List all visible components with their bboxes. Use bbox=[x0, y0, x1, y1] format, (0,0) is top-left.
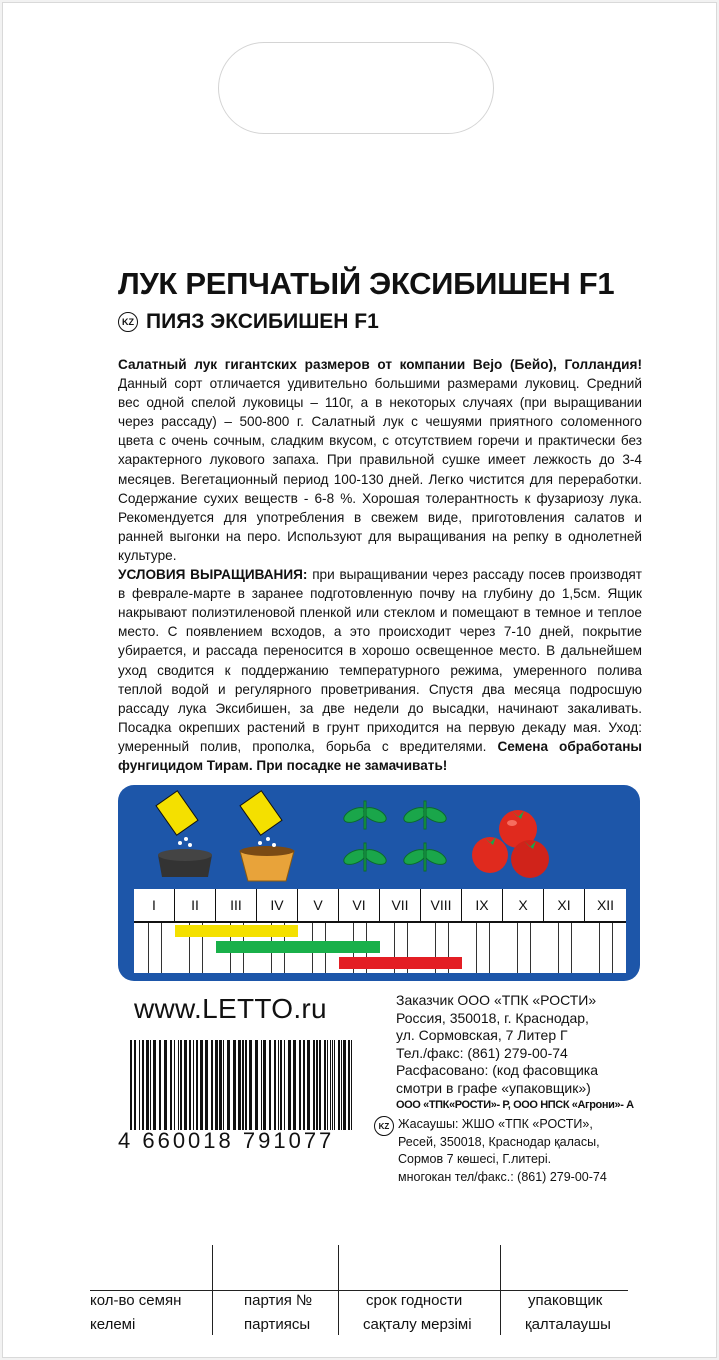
growing-period-bar bbox=[175, 925, 298, 937]
field-expiry-label-kz: сақталу мерзімі bbox=[363, 1316, 472, 1333]
month-cell: IX bbox=[462, 889, 503, 921]
sowing-calendar bbox=[118, 785, 640, 981]
customer-line: Россия, 350018, г. Краснодар, bbox=[396, 1009, 589, 1026]
barcode-bar bbox=[351, 1040, 352, 1130]
field-packer-label: упаковщик bbox=[528, 1292, 603, 1309]
customer-line: Заказчик ООО «ТПК «РОСТИ» bbox=[396, 992, 597, 1008]
kz-line: Жасаушы: ЖШО «ТПК «РОСТИ», bbox=[398, 1117, 593, 1131]
customer-line: Расфасовано: (код фасовщика bbox=[396, 1062, 598, 1078]
barcode-bar bbox=[334, 1040, 335, 1130]
month-cell: VII bbox=[380, 889, 421, 921]
month-cell: X bbox=[503, 889, 544, 921]
months-header-divider bbox=[134, 921, 626, 923]
decade-divider bbox=[599, 923, 600, 973]
seedlings-icon bbox=[342, 801, 449, 871]
months-table bbox=[134, 889, 626, 973]
barcode-bar bbox=[159, 1040, 161, 1130]
description-intro: Салатный лук гигантских размеров от компании Bejo (Бейо), Голландия! bbox=[118, 357, 642, 372]
field-packer-label-kz: қалталаушы bbox=[525, 1316, 611, 1333]
tomato-harvest-icon bbox=[472, 810, 549, 878]
seed-packet-soil-icon bbox=[156, 791, 212, 877]
barcode-bar bbox=[249, 1040, 252, 1130]
barcode-bar bbox=[330, 1040, 331, 1130]
kz-title-row bbox=[118, 310, 379, 334]
kz-line: Сормов 7 көшесі, Г.литері. bbox=[398, 1152, 552, 1166]
month-cell: VIII bbox=[421, 889, 462, 921]
kz-line: многокан тел/факс.: (861) 279-00-74 bbox=[398, 1169, 607, 1184]
barcode bbox=[130, 1040, 354, 1130]
barcode-bar bbox=[255, 1040, 258, 1130]
barcode-bar bbox=[280, 1040, 282, 1130]
barcode-bar bbox=[274, 1040, 276, 1130]
product-subtitle-kz: ПИЯЗ ЭКСИБИШЕН F1 bbox=[146, 310, 379, 333]
barcode-bar bbox=[261, 1040, 262, 1130]
barcode-bar bbox=[288, 1040, 291, 1130]
packers-line: ООО «ТПК«РОСТИ»- Р, ООО НПСК «Агрони»- А bbox=[396, 1099, 634, 1111]
decade-divider bbox=[148, 923, 149, 973]
decade-divider bbox=[489, 923, 490, 973]
barcode-bar bbox=[153, 1040, 156, 1130]
barcode-bar bbox=[205, 1040, 208, 1130]
customer-line: смотри в графе «упаковщик») bbox=[396, 1079, 591, 1096]
growing-period-bar bbox=[216, 941, 380, 953]
barcode-bar bbox=[299, 1040, 301, 1130]
product-title: ЛУК РЕПЧАТЫЙ ЭКСИБИШЕН F1 bbox=[118, 266, 615, 301]
customer-line: Тел./факс: (861) 279-00-74 bbox=[396, 1044, 568, 1061]
barcode-bar bbox=[219, 1040, 222, 1130]
calendar-icons bbox=[118, 785, 640, 889]
field-seed-count-label-kz: келемі bbox=[90, 1316, 136, 1333]
seed-packet-pot-icon bbox=[240, 791, 294, 881]
field-batch-label: партия № bbox=[244, 1292, 313, 1309]
barcode-bar bbox=[200, 1040, 203, 1130]
barcode-bar bbox=[134, 1040, 136, 1130]
field-seed-count-label: кол-во семян bbox=[90, 1292, 182, 1309]
kz-badge-icon: KZ bbox=[374, 1116, 394, 1136]
decade-divider bbox=[161, 923, 162, 973]
barcode-bar bbox=[245, 1040, 247, 1130]
barcode-bar bbox=[223, 1040, 224, 1130]
barcode-number: 4 660018 791077 bbox=[118, 1128, 335, 1153]
barcode-bar bbox=[227, 1040, 230, 1130]
barcode-bar bbox=[180, 1040, 182, 1130]
description-block bbox=[118, 355, 642, 775]
barcode-bar bbox=[293, 1040, 296, 1130]
month-cell: XII bbox=[596, 897, 615, 913]
barcode-bar bbox=[215, 1040, 218, 1130]
barcode-bar bbox=[269, 1040, 271, 1130]
decade-divider bbox=[530, 923, 531, 973]
barcode-bar bbox=[348, 1040, 350, 1130]
barcode-bar bbox=[324, 1040, 326, 1130]
website-url[interactable]: www.LETTO.ru bbox=[134, 993, 327, 1024]
barcode-bar bbox=[193, 1040, 194, 1130]
barcode-bar bbox=[178, 1040, 179, 1130]
barcode-bar bbox=[189, 1040, 191, 1130]
description-text: Данный сорт отличается удивительно большими размерами луковиц. Средний вес одной спелой луковицы – 110г, а в некоторых случаях (при выращивании через рассаду) – 500-800 г. Салатный лук с чешуями приятного соломенного цвета с очень сочным, сладким вкусом, с отсутствием горечи и практически без характерного лукового запаха. При правильной сушке имеет лежкость до 3-4 месяцев. Вегетационный период 100-130 дней. Легко чистится для переработки. Содержание сухих веществ - 6-8 %. Хорошая толерантность к фузариозу лука. Рекомендуется для употребления в свежем виде, приготовления салатов и ранней выгонки на перо. Используют для выращивания на репку в однолетней культуре. bbox=[118, 376, 642, 563]
barcode-bar bbox=[284, 1040, 285, 1130]
field-batch-label-kz: партиясы bbox=[244, 1316, 311, 1333]
barcode-bar bbox=[319, 1040, 321, 1130]
barcode-bar bbox=[343, 1040, 346, 1130]
barcode-bar bbox=[170, 1040, 172, 1130]
customer-line: ул. Сормовская, 7 Литер Г bbox=[396, 1027, 568, 1043]
barcode-bar bbox=[316, 1040, 318, 1130]
kz-line: Ресей, 350018, Краснодар қаласы, bbox=[398, 1134, 600, 1149]
decade-divider bbox=[476, 923, 477, 973]
barcode-bar bbox=[196, 1040, 198, 1130]
barcode-bar bbox=[184, 1040, 187, 1130]
barcode-bar bbox=[146, 1040, 149, 1130]
barcode-bar bbox=[211, 1040, 213, 1130]
month-cell: XI bbox=[544, 889, 585, 921]
barcode-bar bbox=[139, 1040, 140, 1130]
barcode-bar bbox=[307, 1040, 310, 1130]
decade-divider bbox=[517, 923, 518, 973]
month-cell: V bbox=[298, 889, 339, 921]
decade-divider bbox=[558, 923, 559, 973]
field-expiry-label: срок годности bbox=[366, 1292, 463, 1309]
month-cell: I bbox=[134, 889, 175, 921]
barcode-bar bbox=[142, 1040, 144, 1130]
month-cell: III bbox=[216, 889, 257, 921]
barcode-bar bbox=[233, 1040, 236, 1130]
barcode-bar bbox=[303, 1040, 305, 1130]
barcode-bar bbox=[338, 1040, 340, 1130]
kz-manufacturer-info bbox=[398, 1116, 607, 1186]
month-cell: II bbox=[175, 889, 216, 921]
barcode-bar bbox=[164, 1040, 167, 1130]
customer-info bbox=[396, 992, 634, 1115]
barcode-bar bbox=[327, 1040, 328, 1130]
growing-heading: УСЛОВИЯ ВЫРАЩИВАНИЯ: bbox=[118, 567, 308, 583]
decade-divider bbox=[571, 923, 572, 973]
kz-badge-icon: KZ bbox=[118, 312, 138, 332]
barcode-bar bbox=[130, 1040, 132, 1130]
barcode-bar bbox=[150, 1040, 151, 1130]
barcode-bar bbox=[238, 1040, 241, 1130]
barcode-bar bbox=[313, 1040, 315, 1130]
growing-text: при выращивании через рассаду посев производят в феврале-марте в заранее подготовленную почву на глубину до 1,5см. Ящик накрывают полиэтиленовой пленкой или стеклом и помещают в темное и теплое место. С появлением всходов, а это происходит через 7-10 дней, покрытие убирается, и рассада переносится в хорошо освещенное место. В дальнейшем уход сводится к поддержанию температурного режима, умеренного полива теплой водой и регулярного проветривания. Спустя два месяца подросшую рассаду лука Эксибишен, за две недели до высадки, начинают закаливать. Посадка окрепших растений в грунт приходится на первую декаду мая. Уход: умеренный полив, прополка, борьба с вредителями. bbox=[118, 567, 642, 754]
barcode-bar bbox=[332, 1040, 333, 1130]
month-cell: VI bbox=[339, 889, 380, 921]
growing-bold-tail: Семена обработаны фунгицидом Тирам. При посадке не замачивать! bbox=[118, 738, 643, 773]
barcode-bar bbox=[263, 1040, 266, 1130]
barcode-bar bbox=[278, 1040, 279, 1130]
month-cell: IV bbox=[257, 889, 298, 921]
decade-divider bbox=[612, 923, 613, 973]
field-baseline bbox=[90, 1290, 628, 1291]
barcode-bar bbox=[341, 1040, 342, 1130]
hang-hole bbox=[218, 42, 494, 134]
barcode-bar bbox=[242, 1040, 244, 1130]
barcode-bar bbox=[174, 1040, 175, 1130]
growing-period-bar bbox=[339, 957, 462, 969]
